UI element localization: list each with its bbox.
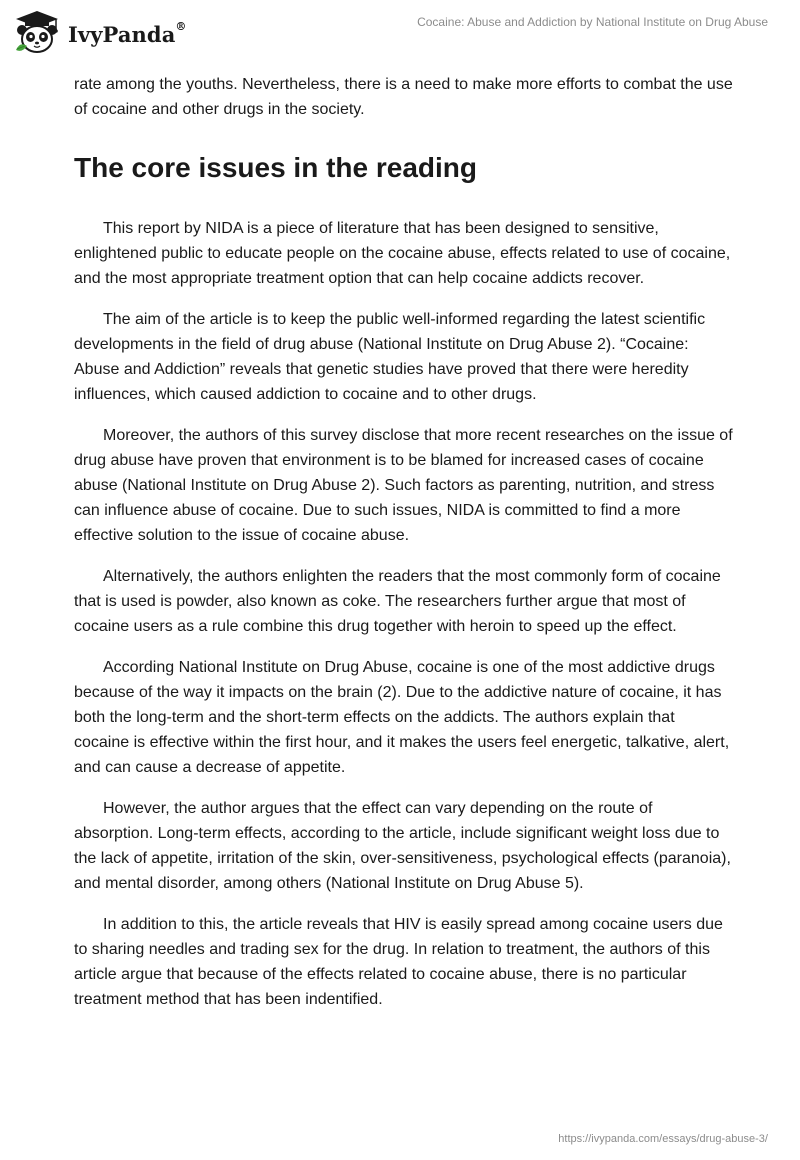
section-heading: The core issues in the reading: [74, 152, 478, 183]
page-header: [0, 0, 800, 64]
source-url[interactable]: https://ivypanda.com/essays/drug-abuse-3/: [558, 1133, 768, 1145]
paragraph: In addition to this, the article reveals that HIV is easily spread among cocaine users due to sharing needles and trading sex for the drug. In relation to treatment, the authors of this article argue that because of the effects related to cocaine abuse, there is no particular treatment method that has been indentified.: [74, 916, 723, 1008]
paragraph: This report by NIDA is a piece of literature that has been designed to sensitive, enlightened public to educate people on the cocaine abuse, effects related to use of cocaine, and the most appropriate treatment option that can help cocaine addicts recover.: [74, 220, 731, 287]
lead-paragraph: rate among the youths. Nevertheless, there is a need to make more efforts to combat the use of cocaine and other drugs in the society.: [74, 76, 733, 118]
paragraph: Moreover, the authors of this survey disclose that more recent researches on the issue of drug abuse have proven that environment is to be blamed for increased cases of cocaine abuse (National Institute on Drug Abuse 2). Such factors as parenting, nutrition, and stress can influence abuse of cocaine. Due to such issues, NIDA is committed to find a more effective solution to the issue of cocaine abuse.: [74, 427, 733, 544]
brand-name: IvyPanda®: [68, 19, 187, 47]
paragraph: According National Institute on Drug Abuse, cocaine is one of the most addictive drugs because of the way it impacts on the brain (2). Due to the addictive nature of cocaine, it has both the long-term and the short-term effects on the addicts. The authors explain that cocaine is effective within the first hour, and it makes the users feel energetic, talkative, alert, and can cause a decrease of appetite.: [74, 659, 730, 776]
brand-logo[interactable]: [12, 8, 187, 58]
panda-graduate-icon: [12, 8, 62, 58]
paragraph: The aim of the article is to keep the public well-informed regarding the latest scientific developments in the field of drug abuse (National Institute on Drug Abuse 2). “Cocaine: Abuse and Addiction” reveals that genetic studies have proved that there were heredity influences, which caused addiction to cocaine and to other drugs.: [74, 311, 706, 403]
document-title: Cocaine: Abuse and Addiction by National Institute on Drug Abuse: [417, 15, 768, 29]
article-body: [74, 72, 734, 1028]
paragraph: Alternatively, the authors enlighten the readers that the most commonly form of cocaine that is used is powder, also known as coke. The researchers further argue that most of cocaine users as a rule combine this drug together with heroin to speed up the effect.: [74, 568, 721, 635]
paragraph: However, the author argues that the effect can vary depending on the route of absorption. Long-term effects, according to the article, include significant weight loss due to the lack of appetite, irritation of the skin, over-sensitiveness, psychological effects (paranoia), and mental disorder, among others (National Institute on Drug Abuse 5).: [74, 800, 731, 892]
registered-mark: ®: [175, 19, 187, 33]
